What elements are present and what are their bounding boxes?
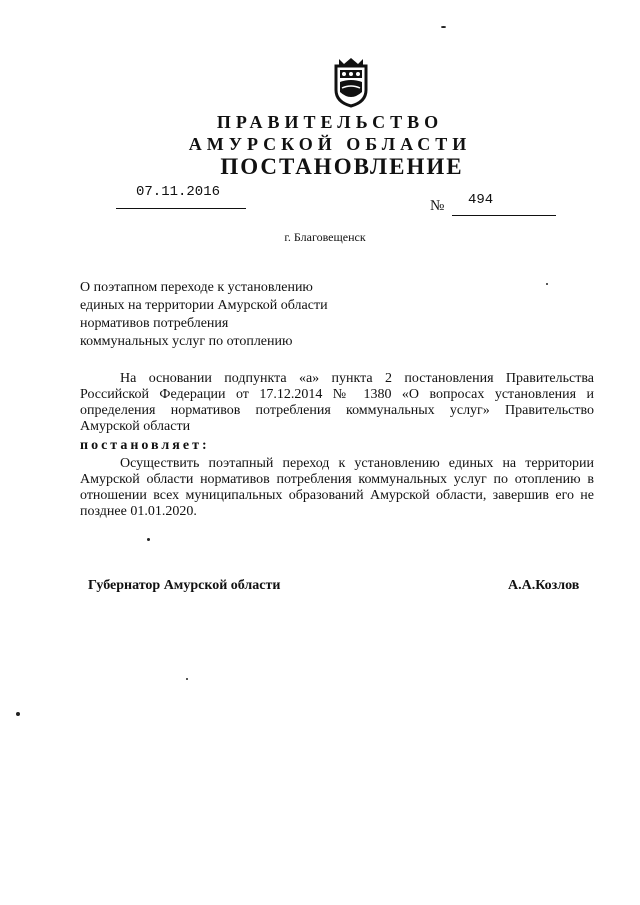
government-title: ПРАВИТЕЛЬСТВО	[216, 112, 444, 132]
region-title: АМУРСКОЙ ОБЛАСТИ	[188, 134, 472, 154]
decree-paragraph: Осуществить поэтапный переход к установлению единых на территории Амурской области нормативов потребления коммунальных услуг по отоплению в отношении всех муниципальных образований Амурской области, завершив его не позднее 01.01.2020.	[80, 456, 594, 519]
document-subject	[80, 279, 328, 351]
subject-line: коммунальных услуг по отоплению	[80, 334, 293, 349]
scan-mark	[16, 712, 20, 716]
scan-mark	[147, 538, 150, 541]
scan-mark	[186, 678, 188, 680]
signatory-title: Губернатор Амурской области	[88, 578, 281, 593]
subject-line: единых на территории Амурской области	[80, 298, 328, 313]
scan-mark	[441, 26, 446, 28]
document-type-title: ПОСТАНОВЛЕНИЕ	[220, 154, 464, 179]
number-sign: №	[430, 198, 445, 214]
subject-line: нормативов потребления	[80, 316, 229, 331]
city-label: г. Благовещенск	[284, 230, 366, 244]
date-underline	[116, 208, 246, 209]
decree-keyword: постановляет:	[80, 438, 210, 453]
coat-of-arms-icon	[330, 56, 372, 108]
preamble-paragraph: На основании подпункта «а» пункта 2 постановления Правительства Российской Федерации от 17.12.2014 № 1380 «О вопросах установления и определения нормативов потребления коммунальных услуг» Правительство Амурской области	[80, 371, 594, 434]
scan-mark	[546, 283, 548, 285]
signatory-name: А.А.Козлов	[508, 578, 580, 593]
number-underline	[452, 215, 556, 216]
subject-line: О поэтапном переходе к установлению	[80, 280, 313, 295]
document-date: 07.11.2016	[136, 184, 221, 200]
document-number: 494	[468, 192, 494, 208]
